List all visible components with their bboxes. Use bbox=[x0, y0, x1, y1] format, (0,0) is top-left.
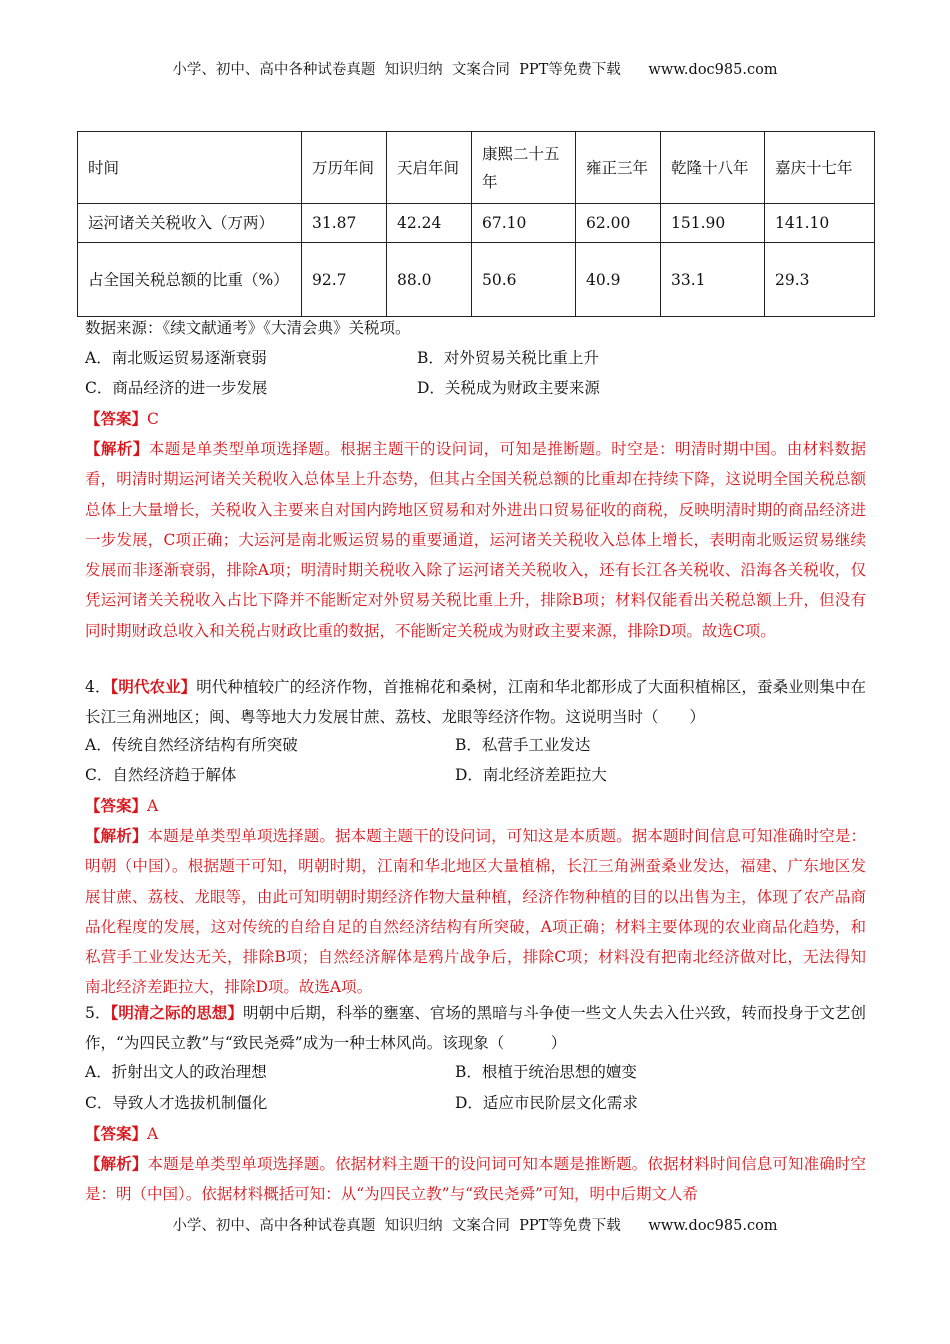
table-header-cell: 康熙二十五年 bbox=[472, 132, 576, 204]
table-header-cell: 乾隆十八年 bbox=[661, 132, 765, 204]
question-number: 4． bbox=[85, 678, 111, 696]
topic-tag: 【明代农业】 bbox=[110, 677, 197, 696]
q4-option-c: C．自然经济趋于解体 bbox=[85, 766, 237, 784]
answer-value: A bbox=[147, 797, 159, 815]
analysis-tag: 【解析】 bbox=[85, 1154, 148, 1173]
q3-option-b: B．对外贸易关税比重上升 bbox=[417, 349, 599, 367]
answer-tag: 【答案】 bbox=[85, 796, 148, 815]
tax-table bbox=[77, 131, 875, 317]
q4-option-b: B．私营手工业发达 bbox=[455, 736, 591, 754]
table-cell: 40.9 bbox=[576, 243, 661, 317]
q5-answer bbox=[85, 1124, 158, 1144]
table-header-cell: 时间 bbox=[78, 132, 302, 204]
topic-tag: 【明清之际的思想】 bbox=[110, 1003, 243, 1022]
table-header-row bbox=[78, 132, 875, 204]
q5-analysis bbox=[85, 1149, 866, 1210]
table-cell: 88.0 bbox=[387, 243, 472, 317]
q5-option-b: B．根植于统治思想的嬗变 bbox=[455, 1063, 637, 1081]
q3-answer bbox=[85, 409, 159, 429]
table-cell: 31.87 bbox=[302, 204, 387, 243]
table-header-cell: 天启年间 bbox=[387, 132, 472, 204]
answer-tag: 【答案】 bbox=[85, 409, 148, 428]
q5-option-c: C．导致人才选拔机制僵化 bbox=[85, 1094, 268, 1112]
q5-option-d: D．适应市民阶层文化需求 bbox=[455, 1094, 638, 1112]
q3-analysis bbox=[85, 434, 866, 646]
q3-option-c: C．商品经济的进一步发展 bbox=[85, 379, 268, 397]
answer-value: C bbox=[147, 410, 159, 428]
table-cell: 33.1 bbox=[661, 243, 765, 317]
q4-option-a: A．传统自然经济结构有所突破 bbox=[85, 736, 298, 754]
table-row-label: 运河诸关关税收入（万两） bbox=[78, 204, 302, 243]
page-footer: 小学、初中、高中各种试卷真题 知识归纳 文案合同 PPT等免费下载 www.doc985.com bbox=[172, 1218, 778, 1234]
table-cell: 67.10 bbox=[472, 204, 576, 243]
table-cell: 42.24 bbox=[387, 204, 472, 243]
table-cell: 29.3 bbox=[765, 243, 875, 317]
answer-value: A bbox=[147, 1125, 159, 1143]
q5-option-a: A．折射出文人的政治理想 bbox=[85, 1063, 267, 1081]
question-text: 明朝中后期，科举的壅塞、官场的黑暗与斗争使一些文人失去入仕兴致，转而投身于文艺创作，“为四民立教”与“致民尧舜”成为一种士林风尚。该现象（ ） bbox=[85, 1004, 866, 1053]
analysis-tag: 【解析】 bbox=[85, 439, 149, 458]
table-header-cell: 嘉庆十七年 bbox=[765, 132, 875, 204]
table-row bbox=[78, 204, 875, 243]
page-header: 小学、初中、高中各种试卷真题 知识归纳 文案合同 PPT等免费下载 www.doc985.com bbox=[172, 62, 778, 78]
question-text: 明代种植较广的经济作物，首推棉花和桑树，江南和华北都形成了大面积植棉区，蚕桑业则集中在长江三角洲地区；闽、粤等地大力发展甘蔗、荔枝、龙眼等经济作物。这说明当时（ ） bbox=[85, 678, 866, 727]
table-header-cell: 雍正三年 bbox=[576, 132, 661, 204]
q3-option-d: D．关税成为财政主要来源 bbox=[417, 379, 600, 397]
table-cell: 62.00 bbox=[576, 204, 661, 243]
data-source: 数据来源：《续文献通考》《大清会典》关税项。 bbox=[85, 319, 411, 337]
table-cell: 50.6 bbox=[472, 243, 576, 317]
q4-option-d: D．南北经济差距拉大 bbox=[455, 766, 607, 784]
analysis-tag: 【解析】 bbox=[85, 826, 148, 845]
analysis-text: 本题是单类型单项选择题。依据材料主题干的设问词可知本题是推断题。依据材料时间信息可知准确时空是：明（中国）。依据材料概括可知：从“为四民立教”与“致民尧舜”可知，明中后期文人希 bbox=[85, 1155, 866, 1204]
table-row bbox=[78, 243, 875, 317]
table-row-label: 占全国关税总额的比重（%） bbox=[78, 243, 302, 317]
q3-option-a: A．南北贩运贸易逐渐衰弱 bbox=[85, 349, 267, 367]
table-cell: 141.10 bbox=[765, 204, 875, 243]
answer-tag: 【答案】 bbox=[85, 1124, 148, 1143]
q4-answer bbox=[85, 796, 158, 816]
analysis-text: 本题是单类型单项选择题。据本题主题干的设问词，可知这是本质题。据本题时间信息可知准确时空是：明朝（中国）。根据题干可知，明朝时期，江南和华北地区大量植棉，长江三角洲蚕桑业发达，福建、广东地区发展甘蔗、荔枝、龙眼等，由此可知明朝时期经济作物大量种植，经济作物种植的目的以出售为主，体现了农产品商品化程度的发展，这对传统的自给自足的自然经济结构有所突破，A项正确；材料主要体现的农业商品化趋势，和私营手工业发达无关，排除B项；自然经济解体是鸦片战争后，排除C项；材料没有把南北经济做对比，无法得知南北经济差距拉大，排除D项。故选A项。 bbox=[85, 827, 866, 997]
q4-stem bbox=[85, 672, 866, 733]
q4-analysis bbox=[85, 821, 866, 1003]
q5-stem bbox=[85, 998, 866, 1059]
table-header-cell: 万历年间 bbox=[302, 132, 387, 204]
question-number: 5． bbox=[85, 1004, 111, 1022]
table-cell: 151.90 bbox=[661, 204, 765, 243]
table-cell: 92.7 bbox=[302, 243, 387, 317]
analysis-text: 本题是单类型单项选择题。根据主题干的设问词，可知是推断题。时空是：明清时期中国。由材料数据看，明清时期运河诸关关税收入总体呈上升态势，但其占全国关税总额的比重却在持续下降，这说明全国关税总额总体上大量增长，关税收入主要来自对国内跨地区贸易和对外进出口贸易征收的商税，反映明清时期的商品经济进一步发展，C项正确；大运河是南北贩运贸易的重要通道，运河诸关关税收入总体上增长，表明南北贩运贸易继续发展而非逐渐衰弱，排除A项；明清时期关税收入除了运河诸关关税收入，还有长江各关税收、沿海各关税收，仅凭运河诸关关税收入占比下降并不能断定对外贸易关税比重上升，排除B项；材料仅能看出关税总额上升，但没有同时期财政总收入和关税占财政比重的数据，不能断定关税成为财政主要来源，排除D项。故选C项。 bbox=[85, 440, 866, 640]
